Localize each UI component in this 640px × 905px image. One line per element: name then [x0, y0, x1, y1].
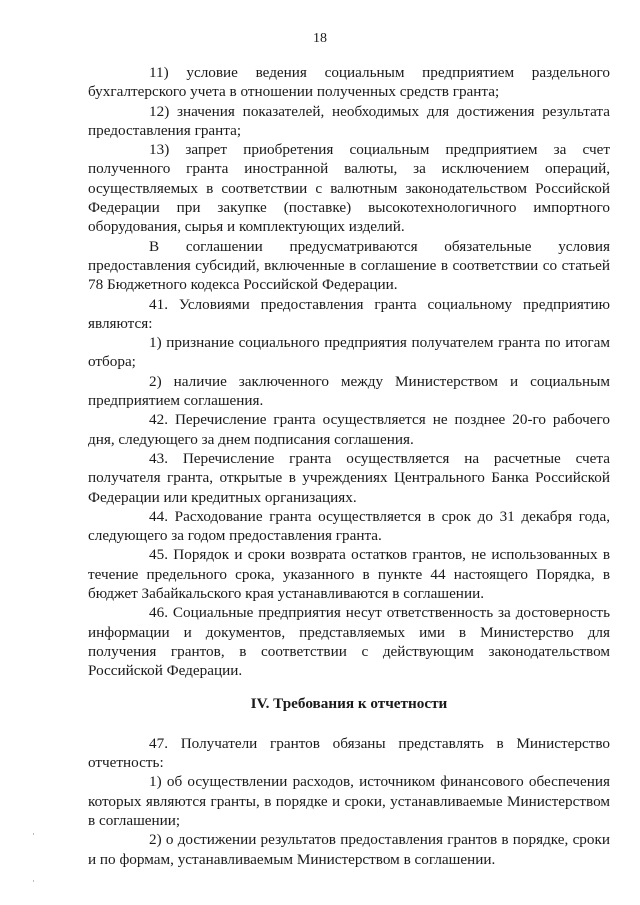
paragraph-item-11: 11) условие ведения социальным предприятием раздельного бухгалтерского учета в отношении полученных средств гранта;: [88, 64, 610, 101]
paragraph-46: 46. Социальные предприятия несут ответственность за достоверность информации и документов, представляемых ими в Министерство для получения грантов, в соответствии с действующим законодательством Российской Федерации.: [88, 604, 610, 680]
paragraph-41-item-1: 1) признание социального предприятия получателем гранта по итогам отбора;: [88, 334, 610, 371]
paragraph-47-item-1: 1) об осуществлении расходов, источником финансового обеспечения которых являются гранты, в порядке и сроки, устанавливаемые Министерством в соглашении;: [88, 773, 610, 829]
page-number: 18: [313, 31, 327, 46]
paragraph-42: 42. Перечисление гранта осуществляется не позднее 20-го рабочего дня, следующего за днем подписания соглашения.: [88, 411, 610, 448]
document-body: [88, 63, 610, 869]
section-heading: IV. Требования к отчетности: [250, 694, 448, 712]
paragraph-44: 44. Расходование гранта осуществляется в срок до 31 декабря года, следующего за годом предоставления гранта.: [88, 507, 610, 545]
paragraph-item-12: 12) значения показателей, необходимых для достижения результата предоставления гранта;: [88, 102, 610, 139]
paragraph-45: 45. Порядок и сроки возврата остатков грантов, не использованных в течение предельного срока, указанного в пункте 44 настоящего Порядка, в бюджет Забайкальского края устанавливаются в соглашении.: [88, 546, 610, 603]
paragraph-47-item-2: 2) о достижении результатов предоставления грантов в порядке, сроки и по формам, устанавливаемым Министерством в соглашении.: [88, 831, 610, 868]
scan-edge-mark: [33, 833, 34, 835]
paragraph-item-13: 13) запрет приобретения социальным предприятием за счет полученного гранта иностранной валюты, за исключением операций, осуществляемых в соответствии с валютным законодательством Российской Федерации при закупке (поставке) высокотехнологичного импортного оборудования, сырья и комплектующих изделий.: [88, 141, 610, 236]
paragraph-43: 43. Перечисление гранта осуществляется на расчетные счета получателя гранта, открытые в учреждениях Центрального Банка Российской Федерации или кредитных организациях.: [88, 449, 610, 506]
paragraph-agreement-conditions: В соглашении предусматриваются обязательные условия предоставления субсидий, включенные в соглашение в соответствии со статьей 78 Бюджетного кодекса Российской Федерации.: [88, 237, 610, 294]
scan-edge-mark: [33, 880, 34, 882]
paragraph-41: 41. Условиями предоставления гранта социальному предприятию являются:: [88, 295, 610, 332]
paragraph-47: 47. Получатели грантов обязаны представлять в Министерство отчетность:: [88, 734, 610, 772]
paragraph-41-item-2: 2) наличие заключенного между Министерством и социальным предприятием соглашения.: [88, 372, 610, 410]
